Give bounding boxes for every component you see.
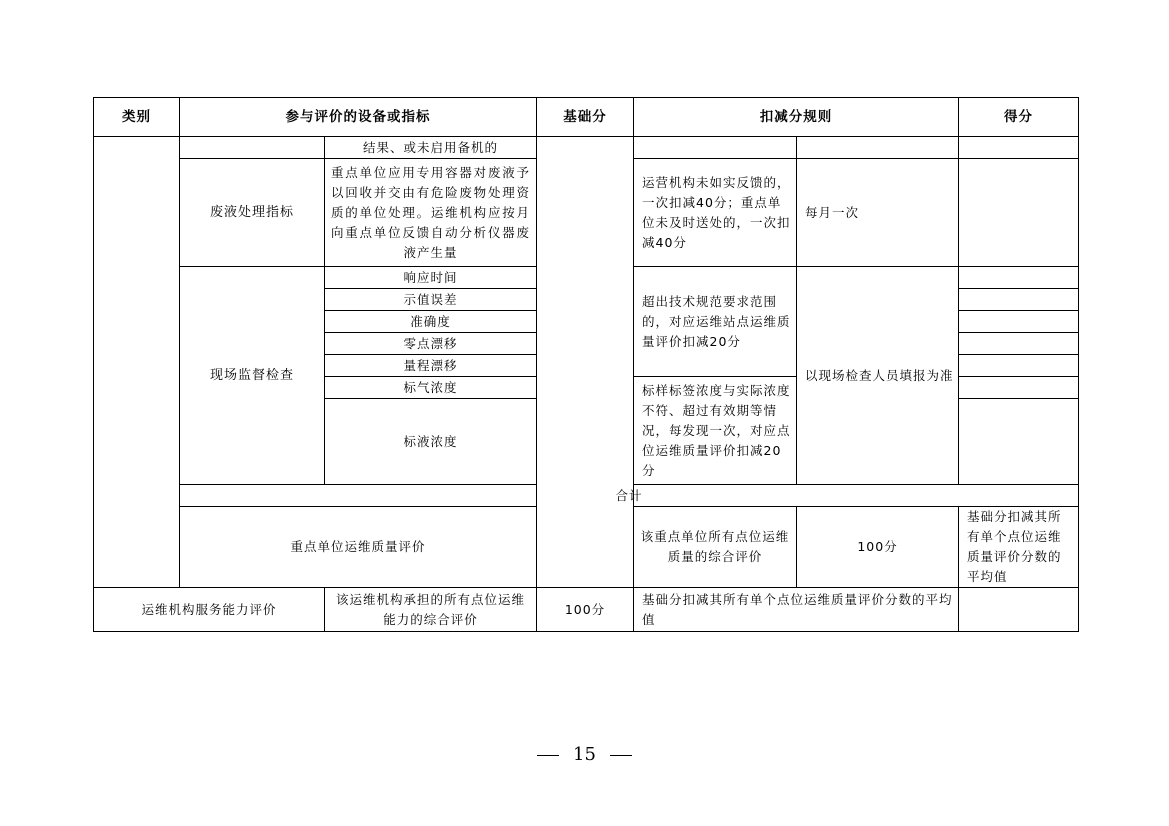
header-deduction-rule: 扣减分规则: [634, 98, 959, 137]
key-unit-rule: 基础分扣减其所有单个点位运维质量评价分数的平均值: [959, 507, 1079, 588]
agency-description: 该运维机构承担的所有点位运维能力的综合评价: [325, 588, 537, 632]
inspection-item: 零点漂移: [325, 333, 537, 355]
score-cell: [959, 289, 1079, 311]
inspection-item: 标液浓度: [325, 399, 537, 485]
score-cell: [959, 588, 1079, 632]
page-number-footer: [0, 744, 1169, 765]
empty-cell: [180, 137, 325, 159]
category-cell: [94, 137, 180, 588]
evaluation-table: [93, 97, 1079, 632]
score-cell: [959, 355, 1079, 377]
inspection-rule-a: 超出技术规范要求范围的，对应运维站点运维质量评价扣减20分: [634, 267, 797, 377]
inspection-item: 示值误差: [325, 289, 537, 311]
inspection-item: 响应时间: [325, 267, 537, 289]
total-label: 合计: [180, 485, 1079, 507]
header-score: 得分: [959, 98, 1079, 137]
page-dash-right: [610, 755, 632, 756]
total-row: [94, 485, 1079, 507]
inspection-rule-b: 标样标签浓度与实际浓度不符、超过有效期等情况，每发现一次，对应点位运维质量评价扣减20分: [634, 377, 797, 485]
page-number: 15: [573, 744, 596, 765]
header-base-score: 基础分: [537, 98, 634, 137]
inspection-item: 准确度: [325, 311, 537, 333]
base-score-cell: [537, 137, 634, 588]
table-row: [94, 588, 1079, 632]
table-row: [94, 137, 1079, 159]
waste-deduction-rule: 运营机构未如实反馈的，一次扣减40分；重点单位未及时送处的，一次扣减40分: [634, 159, 797, 267]
agency-name: 运维机构服务能力评价: [94, 588, 325, 632]
header-category: 类别: [94, 98, 180, 137]
inspection-item: 量程漂移: [325, 355, 537, 377]
continued-text-cell: 结果、或未启用备机的: [325, 137, 537, 159]
score-cell: [959, 159, 1079, 267]
header-item: 参与评价的设备或指标: [180, 98, 537, 137]
page-dash-left: [537, 755, 559, 756]
empty-cell: [634, 137, 797, 159]
key-unit-base: 100分: [797, 507, 959, 588]
inspection-name: 现场监督检查: [180, 267, 325, 485]
waste-indicator-name: 废液处理指标: [180, 159, 325, 267]
inspection-frequency: 以现场检查人员填报为准: [797, 267, 959, 485]
table-header-row: [94, 98, 1079, 137]
key-unit-description: 该重点单位所有点位运维质量的综合评价: [634, 507, 797, 588]
score-cell: [959, 311, 1079, 333]
agency-rule: 基础分扣减其所有单个点位运维质量评价分数的平均值: [634, 588, 959, 632]
score-cell: [959, 377, 1079, 399]
waste-indicator-description: 重点单位应用专用容器对废液予以回收并交由有危险废物处理资质的单位处理。运维机构应按月向重点单位反馈自动分析仪器废液产生量: [325, 159, 537, 267]
score-cell: [959, 137, 1079, 159]
score-cell: [959, 267, 1079, 289]
waste-frequency: 每月一次: [797, 159, 959, 267]
score-cell: [959, 399, 1079, 485]
inspection-item: 标气浓度: [325, 377, 537, 399]
key-unit-name: 重点单位运维质量评价: [180, 507, 537, 588]
empty-cell: [797, 137, 959, 159]
score-cell: [959, 333, 1079, 355]
agency-base: 100分: [537, 588, 634, 632]
